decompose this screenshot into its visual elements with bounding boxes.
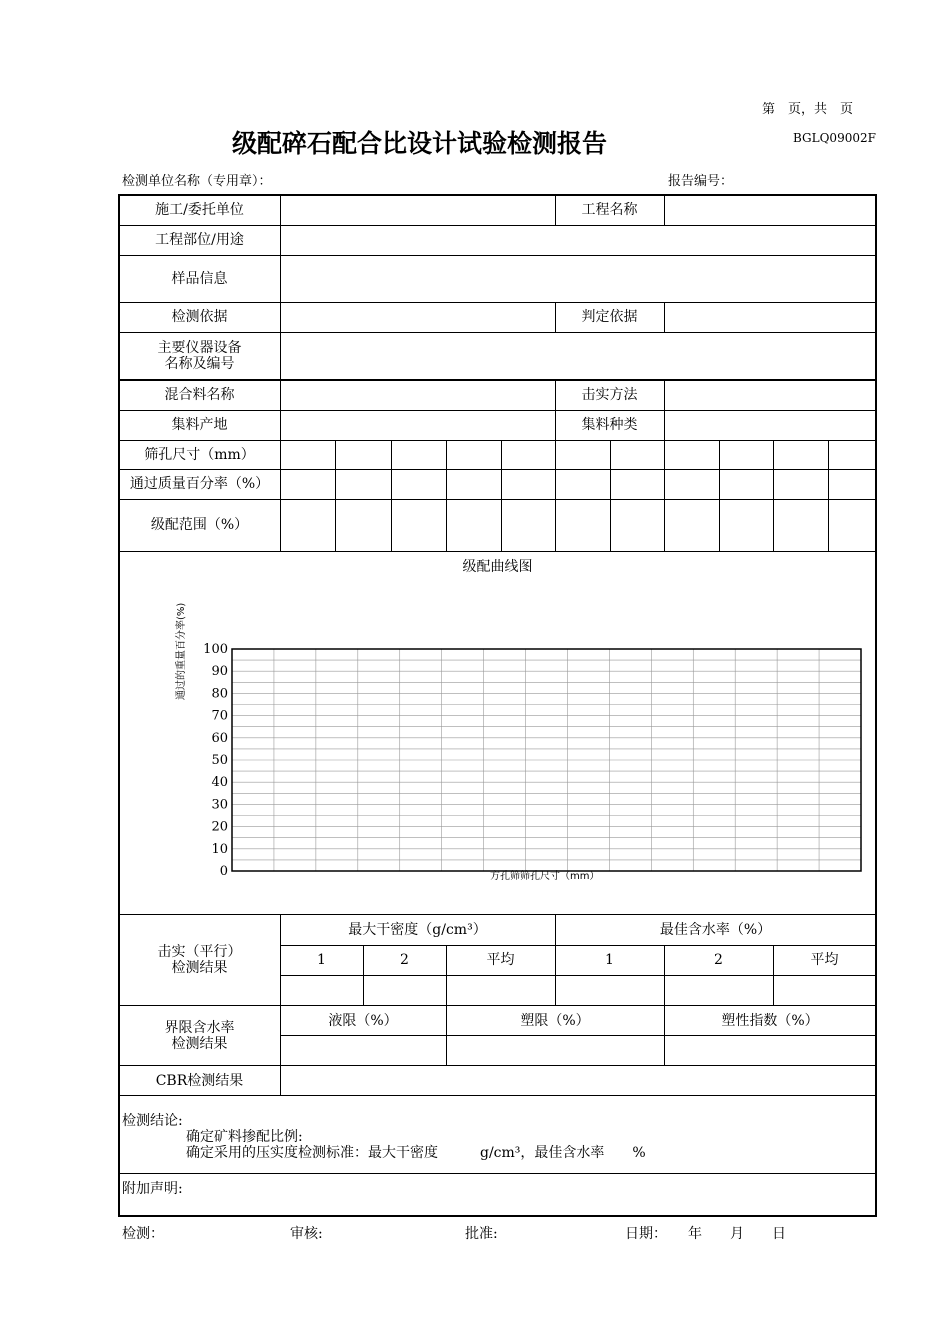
density-col-avg: 平均 [486,952,515,968]
aggregate-type-field[interactable] [664,410,876,440]
aggregate-source-label: 集料产地 [171,417,228,433]
testing-unit-label: 检测单位名称（专用章）： [122,174,272,189]
col-divider [828,440,829,551]
equipment-field[interactable] [280,332,876,379]
chart-y-tick-label: 90 [211,664,228,680]
judge-basis-field[interactable] [664,302,876,332]
moisture-col-avg: 平均 [810,952,839,968]
col-divider [501,440,502,551]
row-divider [118,1173,877,1174]
density-col-1: 1 [317,952,326,968]
chart-y-tick-label: 30 [211,797,228,813]
chart-title: 级配曲线图 [462,559,533,575]
col-divider [391,440,392,551]
col-divider [719,440,720,551]
col-divider [610,440,611,551]
chart-y-label: 通过的重量百分率(%) [176,602,187,700]
col-divider [555,440,556,551]
reviewer-label: 审核: [290,1226,323,1242]
report-number-label: 报告编号： [668,174,734,189]
judge-basis-label: 判定依据 [581,309,638,325]
chart-y-tick-label: 40 [211,775,228,791]
density-col-2: 2 [400,952,409,968]
liquid-limit-header: 液限（%） [328,1012,398,1029]
chart-y-tick-label: 10 [211,841,228,857]
location-label: 工程部位/用途 [155,232,244,248]
conclusion-label: 检测结论: [122,1113,183,1129]
client-label: 施工/委托单位 [155,202,244,218]
equipment-label: 主要仪器设备 名称及编号 [157,339,242,372]
col-divider [773,440,774,551]
grading-range-label: 级配范围（%） [150,517,249,533]
col-divider [335,440,336,551]
chart-x-label: 方孔筛筛孔尺寸（mm） [490,871,600,882]
date-label: 日期： 年 月 日 [625,1226,786,1242]
project-name-field[interactable] [664,195,876,225]
compaction-method-field[interactable] [664,380,876,410]
cbr-label: CBR检测结果 [155,1072,244,1089]
moisture-col-1: 1 [605,952,614,968]
chart-y-tick-label: 70 [211,708,228,724]
compaction-method-label: 击实方法 [581,387,638,403]
test-basis-field[interactable] [280,302,555,332]
client-field[interactable] [280,195,555,225]
aggregate-type-label: 集料种类 [581,417,638,433]
plastic-limit-header: 塑限（%） [520,1012,590,1029]
sieve-size-label: 筛孔尺寸（mm） [144,446,255,463]
passing-pct-label: 通过质量百分率（%） [129,476,270,492]
opt-moisture-header: 最佳含水率（%） [659,922,772,938]
additional-note-label: 附加声明: [122,1181,183,1197]
chart-y-tick-label: 50 [211,753,228,768]
compaction-label: 击实（平行） 检测结果 [157,944,242,976]
plasticity-index-header: 塑性指数（%） [721,1012,819,1029]
chart-y-tick-label: 60 [211,730,228,746]
approver-label: 批准: [465,1226,498,1242]
col-divider [446,440,447,551]
col-divider [664,440,665,551]
chart-y-tick-label: 0 [219,864,228,879]
cbr-field[interactable] [280,1066,876,1095]
chart-y-tick-label: 80 [211,686,228,702]
row-divider [118,551,877,552]
test-basis-label: 检测依据 [171,309,228,325]
row-divider [280,1035,877,1036]
project-name-label: 工程名称 [581,202,638,218]
report-title: 级配碎石配合比设计试验检测报告 [232,129,608,158]
moisture-col-2: 2 [714,952,723,968]
max-density-header: 最大干密度（g/cm³） [348,922,487,938]
row-divider [280,975,877,976]
conclusion-standard: 确定采用的压实度检测标准：最大干密度 g/cm³，最佳含水率 % [186,1145,646,1161]
form-code: BGLQ09002F [793,131,876,145]
page-indicator: 第 页，共 页 [762,102,854,117]
chart-y-tick-label: 20 [211,819,228,835]
sample-info-field[interactable] [280,255,876,302]
chart-y-tick-label: 100 [203,642,228,657]
mix-name-field[interactable] [280,380,555,410]
location-field[interactable] [280,225,876,255]
sample-info-label: 样品信息 [171,270,228,287]
conclusion-ratio: 确定矿料掺配比例: [186,1129,303,1145]
limits-label: 界限含水率 检测结果 [164,1019,235,1052]
aggregate-source-field[interactable] [280,410,555,440]
tester-label: 检测： [122,1226,164,1242]
mix-name-label: 混合料名称 [164,387,235,403]
row-divider [118,1095,877,1096]
